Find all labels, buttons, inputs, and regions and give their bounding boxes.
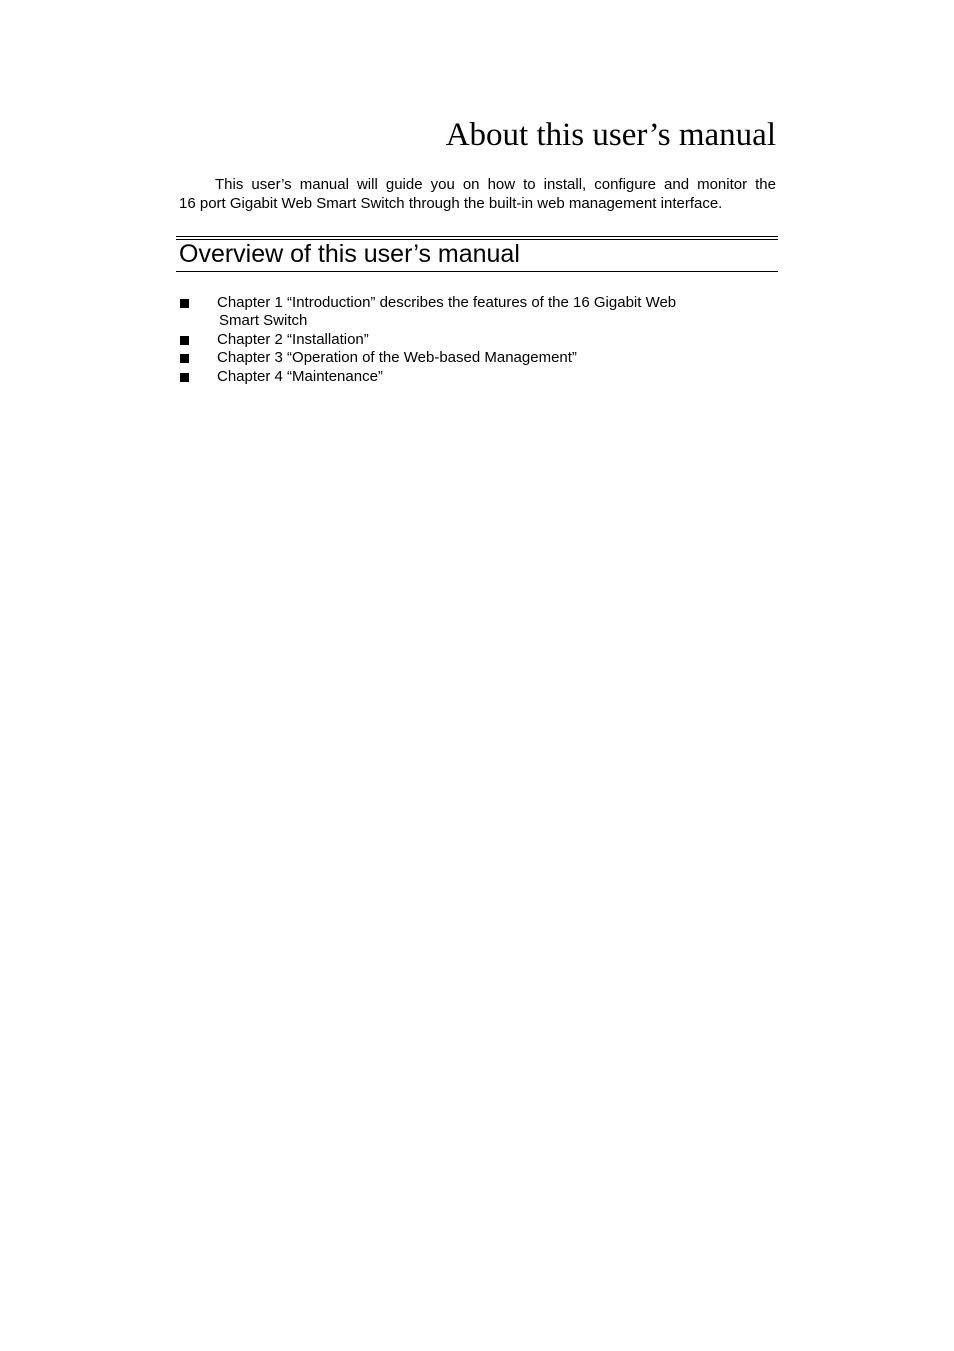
intro-line-1: This user’s manual will guide you on how to install, configure and monitor the <box>215 176 776 193</box>
list-item-text: Chapter 1 “Introduction” describes the features of the 16 Gigabit Web <box>217 294 677 311</box>
list-item <box>179 349 739 367</box>
list-item-text: Chapter 4 “Maintenance” <box>217 367 383 385</box>
black-square-icon <box>180 354 189 363</box>
list-item <box>179 294 739 331</box>
intro-line-2: 16 port Gigabit Web Smart Switch through the built-in web management interface. <box>179 195 723 212</box>
section-heading: Overview of this user’s manual <box>179 240 520 268</box>
list-item-text: Chapter 2 “Installation” <box>217 330 369 348</box>
list-item-text-continued: Smart Switch <box>219 312 308 330</box>
chapter-list <box>179 294 739 386</box>
list-item-text: Chapter 3 “Operation of the Web-based Management” <box>217 349 577 367</box>
page-title: About this user’s manual <box>445 117 776 153</box>
black-square-icon <box>180 373 189 382</box>
list-item <box>179 368 739 386</box>
section-rule-top <box>176 236 778 237</box>
black-square-icon <box>180 299 189 308</box>
black-square-icon <box>180 336 189 345</box>
list-item <box>179 331 739 349</box>
section-rule-bottom <box>176 271 778 272</box>
intro-paragraph <box>179 175 776 213</box>
